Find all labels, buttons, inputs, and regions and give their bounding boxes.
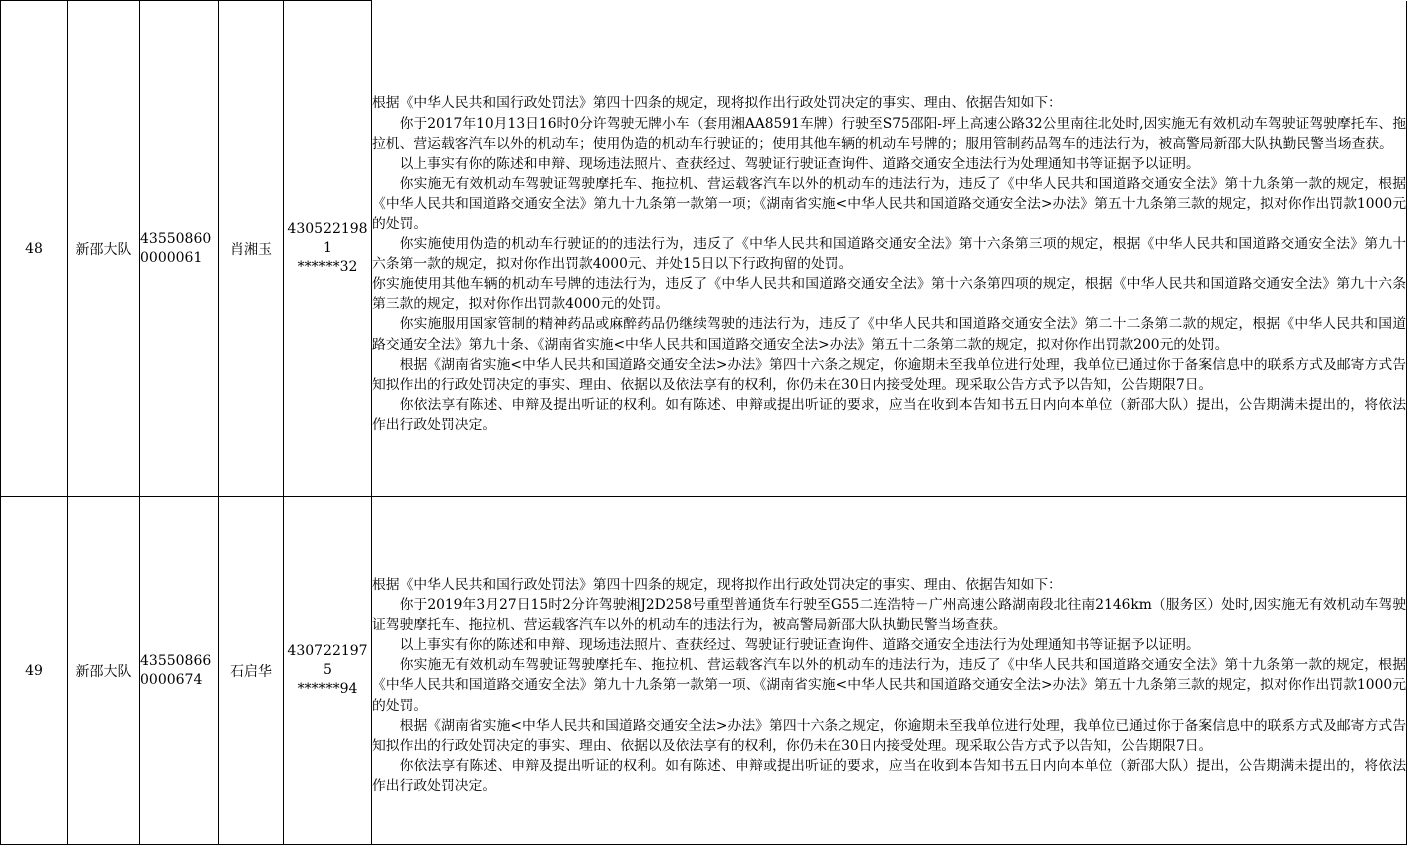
id-number-line1: 4305221981 xyxy=(287,221,368,256)
record-number: 49 xyxy=(1,497,68,845)
unit-name: 新邵大队 xyxy=(68,1,140,497)
document-number-line2: 0000061 xyxy=(140,249,203,266)
notice-paragraph: 你于2019年3月27日15时2分许驾驶湘J2D258号重型普通货车行驶至G55二连浩特－广州高速公路湖南段北往南2146km（服务区）处时,因实施无有效机动车驾驶证驾驶摩托车、拖拉机、营运载客汽车以外的机动车的违法行为，被高警局新邵大队执勤民警当场查获。 xyxy=(372,597,1406,634)
notice-paragraph: 以上事实有你的陈述和申辩、现场违法照片、查获经过、驾驶证行驶证查询件、道路交通安全违法行为处理通知书等证据予以证明。 xyxy=(399,637,1200,654)
document-number-line1: 43550866 xyxy=(140,652,212,669)
record-number: 48 xyxy=(1,1,68,497)
document-number xyxy=(140,1,219,497)
notice-content xyxy=(372,497,1407,845)
notice-paragraph: 你实施无有效机动车驾驶证驾驶摩托车、拖拉机、营运载客汽车以外的机动车的违法行为，违反了《中华人民共和国道路交通安全法》第十九条第一款的规定，根据《中华人民共和国道路交通安全法》第九十九条第一款第一项；《湖南省实施<中华人民共和国道路交通安全法>办法》第五十九条第三款的规定，拟对你作出罚款1000元的处罚。 xyxy=(372,175,1406,233)
notice-paragraph: 你于2017年10月13日16时0分许驾驶无牌小车（套用湘AA8591车牌）行驶至S75邵阳-坪上高速公路32公里南往北处时,因实施无有效机动车驾驶证驾驶摩托车、拖拉机、营运载客汽车以外的机动车；使用伪造的机动车行驶证的；使用其他车辆的机动车号牌的；服用管制药品驾车的违法行为，被高警局新邵大队执勤民警当场查获。 xyxy=(372,115,1406,152)
id-number xyxy=(284,1,372,497)
notice-paragraph: 你实施使用伪造的机动车行驶证的的违法行为，违反了《中华人民共和国道路交通安全法》第十六条第三项的规定，根据《中华人民共和国道路交通安全法》第九十六条第一款的规定，拟对你作出罚款4000元、并处15日以下行政拘留的处罚。 xyxy=(372,236,1406,273)
person-name: 石启华 xyxy=(219,497,284,845)
unit-name: 新邵大队 xyxy=(68,497,140,845)
notice-paragraph: 你实施使用其他车辆的机动车号牌的违法行为，违反了《中华人民共和国道路交通安全法》第十六条第四项的规定，根据《中华人民共和国道路交通安全法》第九十六条第三款的规定，拟对你作出罚款4000元的处罚。 xyxy=(372,276,1406,313)
notice-paragraph: 你实施服用国家管制的精神药品或麻醉药品仍继续驾驶的违法行为，违反了《中华人民共和国道路交通安全法》第二十二条第二款的规定，根据《中华人民共和国道路交通安全法》第九十条、《湖南省实施<中华人民共和国道路交通安全法>办法》第五十二条第二款的规定，拟对你作出罚款200元的处罚。 xyxy=(372,316,1406,353)
id-number-line2: ******32 xyxy=(297,259,358,275)
notice-paragraph: 根据《中华人民共和国行政处罚法》第四十四条的规定，现将拟作出行政处罚决定的事实、理由、依据告知如下： xyxy=(372,576,1062,593)
document-number-line1: 43550860 xyxy=(140,230,212,247)
notice-content xyxy=(372,1,1407,497)
notice-paragraph: 你实施无有效机动车驾驶证驾驶摩托车、拖拉机、营运载客汽车以外的机动车的违法行为，违反了《中华人民共和国道路交通安全法》第十九条第一款的规定，根据《中华人民共和国道路交通安全法》第九十九条第一款第一项、《湖南省实施<中华人民共和国道路交通安全法>办法》第五十九条第三款的规定，拟对你作出罚款1000元的处罚。 xyxy=(372,657,1406,714)
document-number-line2: 0000674 xyxy=(140,671,203,688)
notice-paragraph: 根据《湖南省实施<中华人民共和国道路交通安全法>办法》第四十六条之规定，你逾期未至我单位进行处理，我单位已通过你于备案信息中的联系方式及邮寄方式告知拟作出的行政处罚决定的事实、理由、依据以及依法享有的权利，你仍未在30日内接受处理。现采取公告方式予以告知，公告期限7日。 xyxy=(372,356,1406,393)
id-number xyxy=(284,497,372,845)
id-number-line1: 4307221975 xyxy=(287,643,368,678)
notice-paragraph: 以上事实有你的陈述和申辩、现场违法照片、查获经过、驾驶证行驶证查询件、道路交通安全违法行为处理通知书等证据予以证明。 xyxy=(399,155,1200,172)
notice-paragraph: 你依法享有陈述、申辩及提出听证的权利。如有陈述、申辩或提出听证的要求，应当在收到本告知书五日内向本单位（新邵大队）提出，公告期满未提出的，将依法作出行政处罚决定。 xyxy=(372,757,1406,794)
notice-paragraph: 根据《湖南省实施<中华人民共和国道路交通安全法>办法》第四十六条之规定，你逾期未至我单位进行处理，我单位已通过你于备案信息中的联系方式及邮寄方式告知拟作出的行政处罚决定的事实、理由、依据以及依法享有的权利，你仍未在30日内接受处理。现采取公告方式予以告知，公告期限7日。 xyxy=(372,717,1406,754)
id-number-line2: ******94 xyxy=(297,681,358,697)
table-row xyxy=(1,497,1407,845)
table-row xyxy=(1,1,1407,497)
document-number xyxy=(140,497,219,845)
notice-paragraph: 根据《中华人民共和国行政处罚法》第四十四条的规定，现将拟作出行政处罚决定的事实、理由、依据告知如下： xyxy=(372,95,1062,112)
notice-paragraph: 你依法享有陈述、申辩及提出听证的权利。如有陈述、申辩或提出听证的要求，应当在收到本告知书五日内向本单位（新邵大队）提出，公告期满未提出的，将依法作出行政处罚决定。 xyxy=(372,396,1406,433)
person-name: 肖湘玉 xyxy=(219,1,284,497)
